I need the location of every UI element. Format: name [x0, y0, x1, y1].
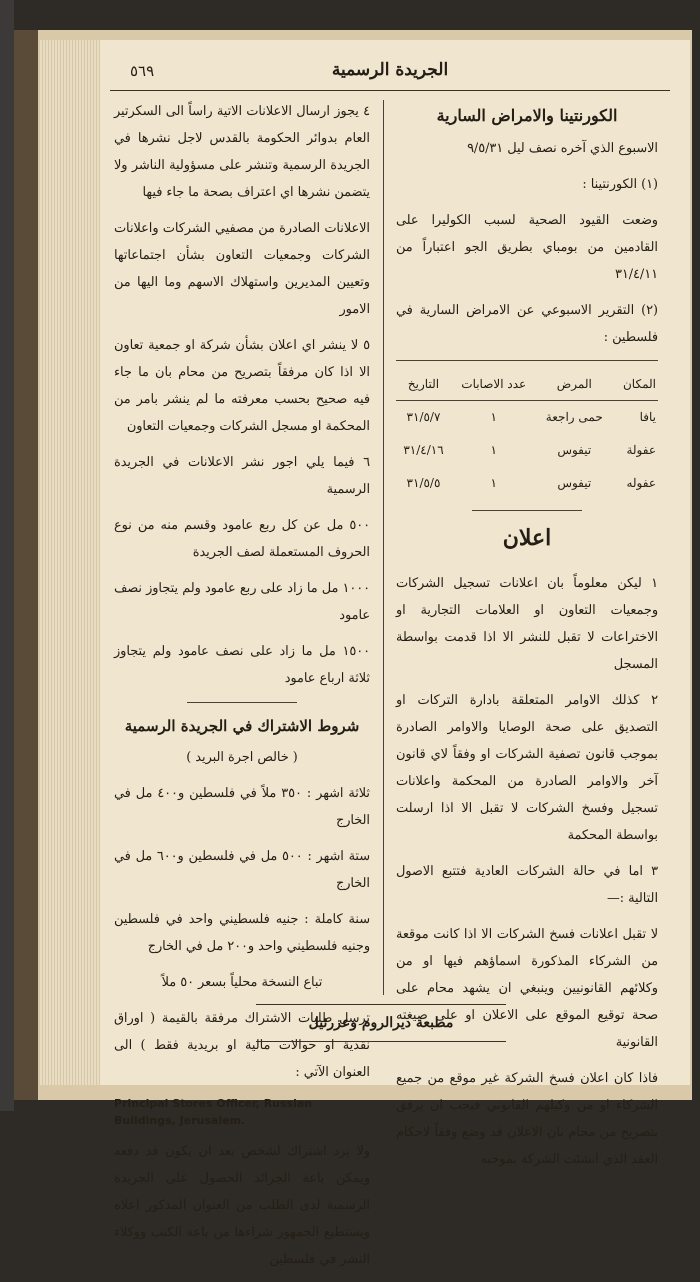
subscription-year: سنة كاملة : جنيه فلسطيني واحد في فلسطين وجنيه فلسطيني واحد و٢٠٠ مل في الخارج [114, 912, 370, 954]
item2-title: (٢) التقرير الاسبوعي عن الامراض السارية في فلسطين : [396, 303, 658, 345]
table-cell: تيفوس [557, 476, 592, 490]
table-cell: ١ [490, 443, 497, 457]
table-header: المكان [612, 369, 658, 401]
fee-line-3: ١٥٠٠ مل ما زاد على نصف عامود ولم يتجاوز ثلاثة ارباع عامود [114, 644, 370, 686]
table-row [396, 401, 658, 435]
table-cell: عفوله [626, 476, 656, 490]
notice-paragraph-4: لا تقبل اعلانات فسخ الشركات الا اذا كانت موقعة من الشركاء المذكورة اسماؤهم فيها او من وكلائهم القانونيين وينبغي ان يشهد محام على صحة توقيع الموقع على الاعلان او على صيغته القانونية [396, 927, 658, 1050]
subscription-subtitle: ( خالص اجرة البريد ) [186, 750, 298, 765]
rule-5: ٥ لا ينشر اي اعلان بشأن شركة او جمعية تعاون الا اذا كان مرفقاً بتصريح من محام بان ما جاء فيه صحيح بحسب معرفته ما لم ينشر بامر من المحكمة او مسجل الشركات وجمعيات التعاون [114, 338, 370, 434]
subscription-6-months: ستة اشهر : ٥٠٠ مل في فلسطين و٦٠٠ مل في الخارج [114, 849, 371, 891]
table-cell: ٣١/٥/٧ [406, 410, 441, 424]
address-english: Principal Stores Officer, Russian Buildings, Jerusalem. [114, 1097, 313, 1127]
notice-paragraph-3: ٣ اما في حالة الشركات العادية فتتبع الاصول التالية :— [396, 864, 658, 906]
table-cell: ١ [490, 410, 497, 424]
table-header: المرض [536, 369, 612, 401]
page-header [110, 56, 670, 91]
fee-line-2: ١٠٠٠ مل ما زاد على ربع عامود ولم يتجاوز نصف عامود [114, 581, 370, 623]
subscription-requests: ترسل طلبات الاشتراك مرفقة بالقيمة ( اوراق نقدية او حوالات مالية او بريدية فقط ) الى العنوان الآتي : [114, 1011, 370, 1080]
left-column [114, 98, 370, 1282]
rule-4-items: الاعلانات الصادرة من مصفيي الشركات واعلانات الشركات وجمعيات التعاون بشأن اجتماعاتها وتعيين المديرين واستهلاك الاسهم وما اليها من الامور [114, 221, 370, 317]
subscription-notes: ولا يرد اشتراك لشخص بعد ان يكون قد دفعه ويمكن باعة الجرائد الحصول على الجريدة الرسمية لدى الطلب من العنوان المذكور اعلاه ويستطيع الجمهور شراءها من باعة الكتب ووكلاء النشر في فلسطين [114, 1144, 370, 1267]
table-cell: ١ [490, 476, 497, 490]
notice-paragraph-5: فاذا كان اعلان فسخ الشركة غير موقع من جميع الشركاء او من وكيلهم القانوني فيجب ان يرفق بتصريح من محام بان الاعلان قد وضع وفقاً لاحكام العقد الذي انشئت الشركة بموجبه [396, 1071, 658, 1167]
copy-price: تباع النسخة محلياً بسعر ٥٠ ملاً [161, 975, 323, 990]
fee-line-1: ٥٠٠ مل عن كل ربع عامود وقسم منه من نوع الحروف المستعملة لصف الجريدة [114, 518, 370, 560]
table-cell: ٣١/٤/١٦ [403, 443, 444, 457]
rule-6: ٦ فيما يلي اجور نشر الاعلانات في الجريدة الرسمية [114, 455, 370, 497]
table-cell: يافا [639, 410, 656, 424]
subscription-title: شروط الاشتراك في الجريدة الرسمية [124, 717, 360, 735]
gazette-page [40, 40, 690, 1267]
item1-text: وضعت القيود الصحية لسبب الكوليرا على القادمين من بومباي بطريق الجو اعتباراً من ٣١/٤/١١ [396, 213, 658, 282]
subscription-3-months: ثلاثة اشهر : ٣٥٠ ملاً في فلسطين و٤٠٠ مل في الخارج [114, 786, 370, 828]
table-cell: حمى راجعة [545, 410, 603, 424]
binding-strip [0, 0, 14, 1111]
page-number: ٥٦٩ [130, 62, 155, 80]
week-line: الاسبوع الذي آخره نصف ليل ٩/٥/٣١ [467, 141, 658, 156]
ilan-title: اعلان [502, 525, 552, 551]
notice-paragraph-2: ٢ كذلك الاوامر المتعلقة بادارة التركات او التصديق على صحة الوصايا والاوامر الصادرة بموجب قانون تصفية الشركات او وفقاً لاي قانون آخر والاوامر الصادرة من المحكمة واعلانات تسجيل وفسخ الشركات لا تقبل الا اذا ارسلت بواسطة المحكمة [396, 693, 658, 843]
quarantine-title: الكورنتينا والامراض السارية [436, 106, 618, 125]
page-edges [40, 40, 100, 1085]
diseases-table [396, 369, 658, 500]
notice-paragraph-1: ١ ليكن معلوماً بان اعلانات تسجيل الشركات وجمعيات التعاون او العلامات التجارية او الاختراعات لا تقبل للنشر الا اذا قدمت بواسطة المسجل [396, 576, 658, 672]
rule-4: ٤ يجوز ارسال الاعلانات الاتية راساً الى السكرتير العام بدوائر الحكومة بالقدس لاجل نشرها في الجريدة الرسمية وتنشر على مسؤولية الناشر ولا يتضمن نشرها اي اعتراف بصحة ما جاء فيها [114, 104, 370, 200]
header-title: الجريدة الرسمية [331, 60, 449, 80]
table-header: عدد الاصابات [451, 369, 537, 401]
table-cell: تيفوس [557, 443, 592, 457]
item1-title: (١) الكورنتينا : [582, 177, 658, 192]
printer-footer: مطبعة ديرالروم وعزرئيل [256, 1004, 506, 1042]
column-divider [383, 100, 384, 995]
table-row [396, 434, 658, 467]
table-cell: عفولة [626, 443, 656, 457]
table-row [396, 467, 658, 500]
table-header: التاريخ [396, 369, 451, 401]
table-cell: ٣١/٥/٥ [406, 476, 441, 490]
